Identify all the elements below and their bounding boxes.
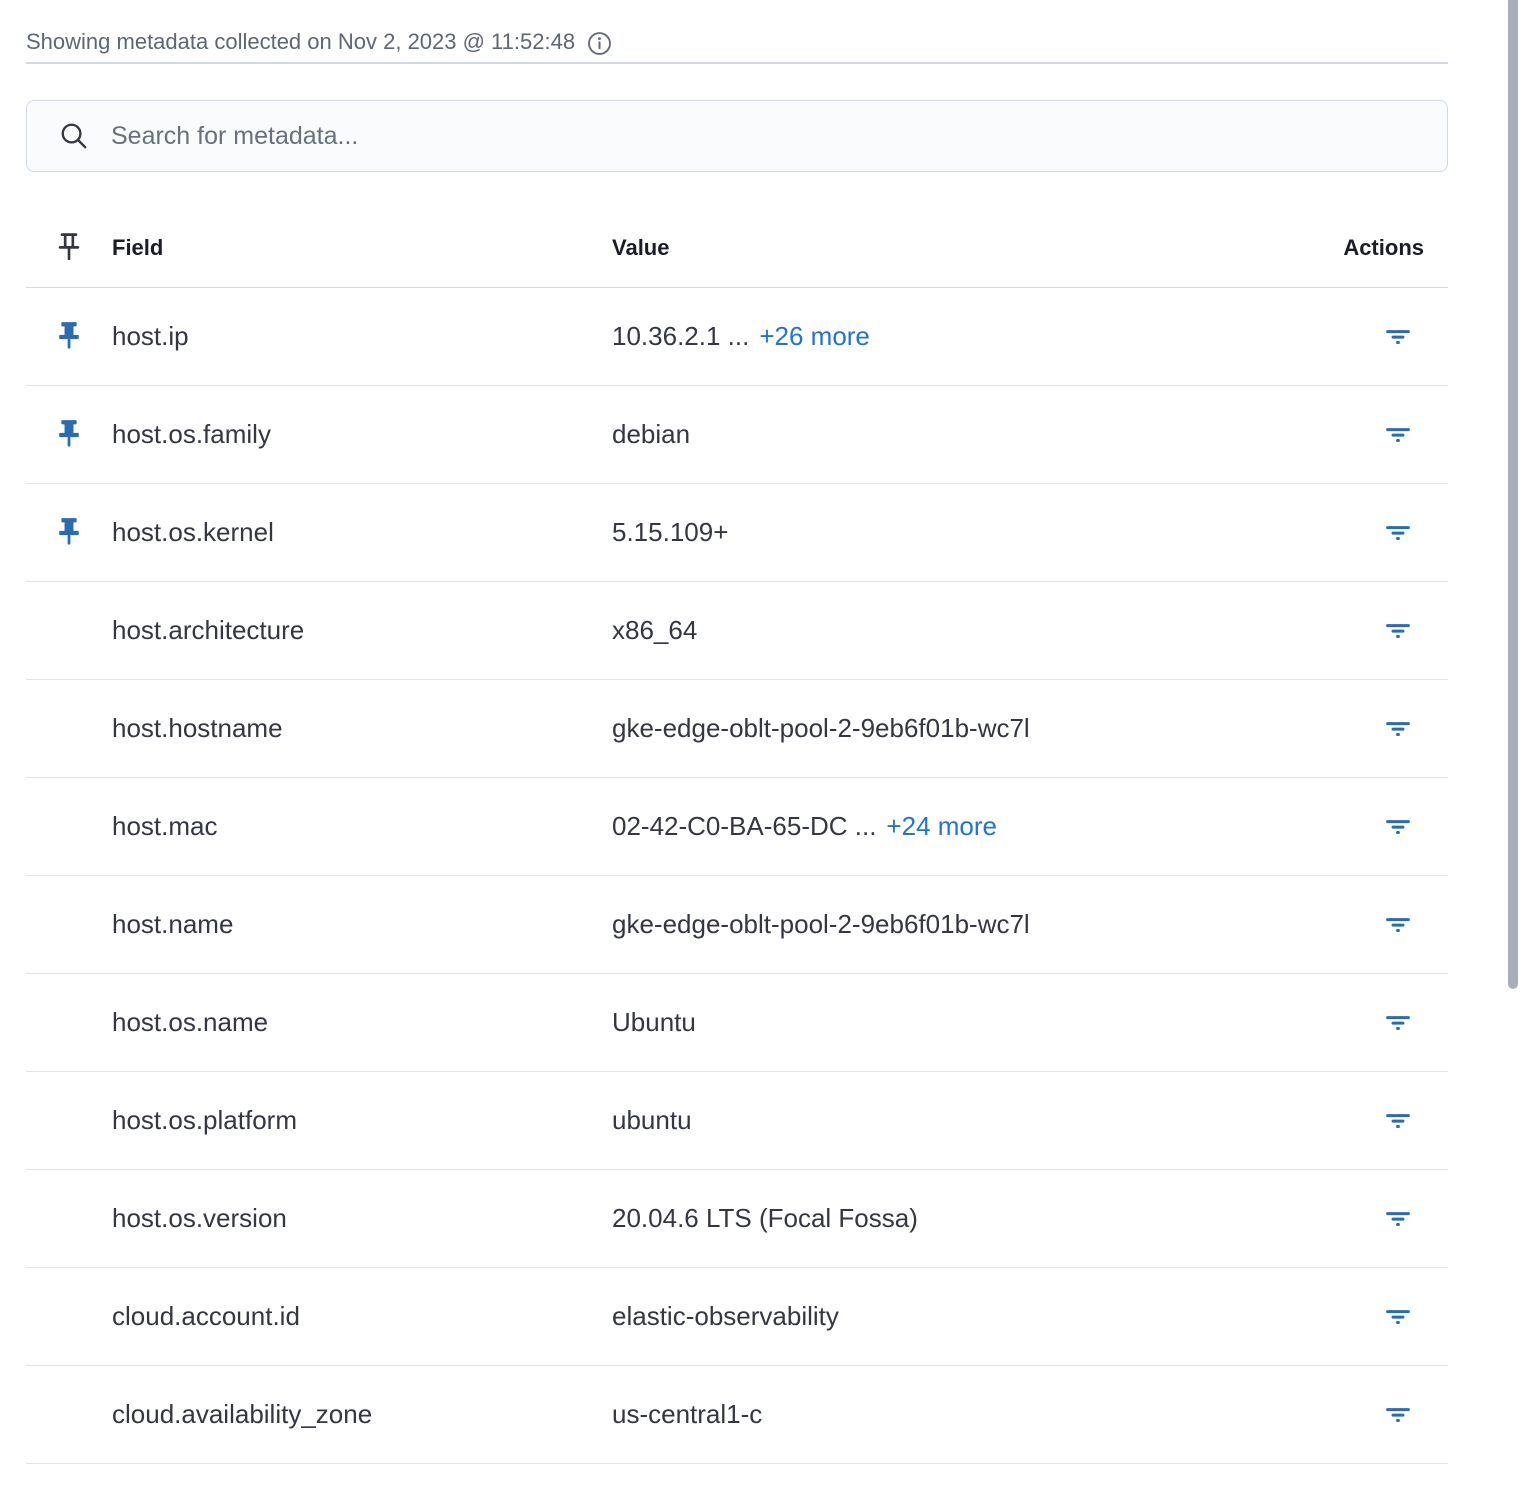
field-name: host.os.name: [112, 1007, 269, 1037]
field-value: 02-42-C0-BA-65-DC ...: [612, 811, 877, 841]
filter-for-value-button[interactable]: [1378, 1101, 1418, 1141]
field-name: host.mac: [112, 811, 218, 841]
filter-for-value-button[interactable]: [1378, 1395, 1418, 1435]
field-value: 20.04.6 LTS (Focal Fossa): [612, 1203, 918, 1233]
metadata-collected-timestamp: Showing metadata collected on Nov 2, 2023 @ 11:52:48: [26, 29, 576, 54]
pin-column-header: [26, 231, 112, 265]
filter-for-value-button[interactable]: [1378, 1199, 1418, 1239]
metadata-panel: [26, 0, 1448, 1464]
field-name: host.ip: [112, 321, 189, 351]
table-row: [26, 778, 1448, 876]
field-name: host.os.version: [112, 1203, 287, 1233]
filter-for-value-button[interactable]: [1378, 1003, 1418, 1043]
table-row: [26, 680, 1448, 778]
metadata-table: [26, 208, 1448, 1464]
table-row: [26, 288, 1448, 386]
table-row: [26, 974, 1448, 1072]
field-value: gke-edge-oblt-pool-2-9eb6f01b-wc7l: [612, 713, 1030, 743]
field-value: gke-edge-oblt-pool-2-9eb6f01b-wc7l: [612, 909, 1030, 939]
filter-for-value-button[interactable]: [1378, 1297, 1418, 1337]
field-value: us-central1-c: [612, 1399, 763, 1429]
search-input[interactable]: [111, 122, 1447, 151]
pinned-icon[interactable]: [52, 516, 86, 550]
pin-outline-icon: [52, 231, 86, 265]
search-icon: [59, 121, 89, 151]
field-name: host.architecture: [112, 615, 305, 645]
field-value: 10.36.2.1 ...: [612, 321, 750, 351]
field-value: ubuntu: [612, 1105, 692, 1135]
pinned-icon[interactable]: [52, 320, 86, 354]
search-box[interactable]: [26, 100, 1448, 172]
filter-for-value-button[interactable]: [1378, 317, 1418, 357]
more-values-link[interactable]: +26 more: [759, 321, 870, 351]
table-row: [26, 1268, 1448, 1366]
field-name: host.os.kernel: [112, 517, 274, 547]
metadata-heading: [26, 0, 1448, 62]
filter-for-value-button[interactable]: [1378, 611, 1418, 651]
filter-for-value-button[interactable]: [1378, 709, 1418, 749]
field-name: host.hostname: [112, 713, 283, 743]
field-value: debian: [612, 419, 691, 449]
pinned-icon[interactable]: [52, 418, 86, 452]
filter-for-value-button[interactable]: [1378, 807, 1418, 847]
field-value: 5.15.109+: [612, 517, 729, 547]
field-name: cloud.availability_zone: [112, 1399, 373, 1429]
table-row: [26, 1366, 1448, 1464]
value-column-header: Value: [612, 234, 670, 260]
table-row: [26, 876, 1448, 974]
field-value: x86_64: [612, 615, 698, 645]
table-row: [26, 1170, 1448, 1268]
field-name: host.os.platform: [112, 1105, 297, 1135]
divider: [26, 62, 1448, 64]
more-values-link[interactable]: +24 more: [886, 811, 997, 841]
field-value: Ubuntu: [612, 1007, 696, 1037]
table-body: [26, 288, 1448, 1464]
table-row: [26, 1072, 1448, 1170]
info-icon[interactable]: [587, 31, 612, 56]
field-name: host.name: [112, 909, 234, 939]
field-name: host.os.family: [112, 419, 271, 449]
field-name: cloud.account.id: [112, 1301, 300, 1331]
field-column-header: Field: [112, 234, 164, 260]
filter-for-value-button[interactable]: [1378, 513, 1418, 553]
table-header-row: [26, 208, 1448, 288]
actions-column-header: Actions: [1343, 234, 1424, 260]
field-value: elastic-observability: [612, 1301, 839, 1331]
filter-for-value-button[interactable]: [1378, 905, 1418, 945]
table-row: [26, 582, 1448, 680]
vertical-scrollbar-thumb[interactable]: [1508, 0, 1518, 989]
table-row: [26, 484, 1448, 582]
table-row: [26, 386, 1448, 484]
filter-for-value-button[interactable]: [1378, 415, 1418, 455]
